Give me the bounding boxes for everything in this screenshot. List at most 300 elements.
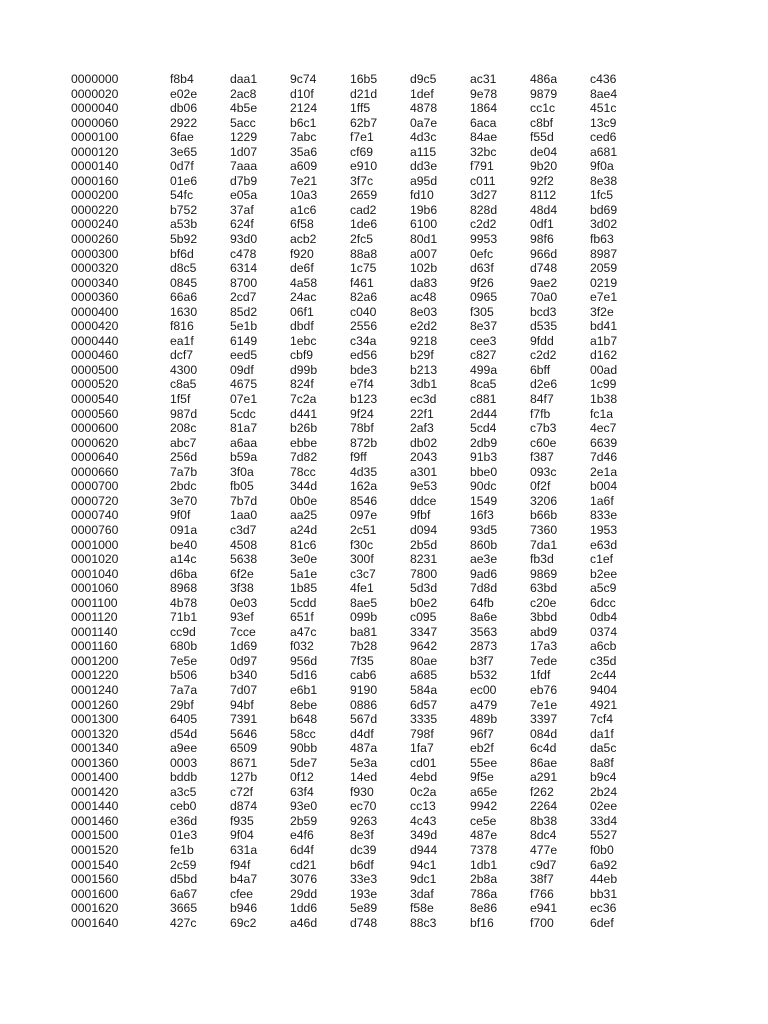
hex-word-cell: 81c6 bbox=[290, 537, 317, 552]
hex-word-cell: 499a bbox=[470, 362, 498, 377]
offset-cell: 0001360 bbox=[71, 755, 119, 770]
hex-word-cell: ea1f bbox=[170, 333, 194, 348]
offset-cell: 0001600 bbox=[71, 886, 119, 901]
hex-dump-row bbox=[71, 799, 630, 814]
offset-cell: 0001500 bbox=[71, 828, 119, 843]
hex-word-cell: c3c7 bbox=[350, 566, 376, 581]
hex-word-cell: 2af3 bbox=[410, 421, 434, 436]
hex-word-cell: d748 bbox=[530, 261, 558, 276]
hex-word-cell: 7d82 bbox=[290, 450, 318, 465]
hex-word-cell: 66a6 bbox=[170, 290, 198, 305]
hex-word-cell: 1d69 bbox=[230, 639, 258, 654]
hex-word-cell: a609 bbox=[290, 159, 318, 174]
hex-word-cell: 93e0 bbox=[290, 799, 318, 814]
hex-word-cell: b648 bbox=[290, 712, 318, 727]
hex-word-cell: 81a7 bbox=[230, 421, 258, 436]
hex-word-cell: 5e3a bbox=[350, 755, 378, 770]
hex-dump-row bbox=[71, 668, 630, 683]
hex-word-cell: 7378 bbox=[470, 842, 498, 857]
hex-word-cell: 2db9 bbox=[470, 435, 498, 450]
offset-cell: 0001420 bbox=[71, 784, 119, 799]
hex-word-cell: 8e38 bbox=[590, 173, 618, 188]
hex-word-cell: b506 bbox=[170, 668, 198, 683]
hex-word-cell: 0db4 bbox=[590, 610, 618, 625]
hex-word-cell: 90bb bbox=[290, 741, 318, 756]
hex-word-cell: d944 bbox=[410, 842, 438, 857]
hex-word-cell: 09df bbox=[230, 362, 254, 377]
hex-word-cell: 2264 bbox=[530, 799, 558, 814]
hex-word-cell: a1b7 bbox=[590, 333, 618, 348]
hex-word-cell: c011 bbox=[470, 173, 496, 188]
hex-dump-row bbox=[71, 901, 630, 916]
hex-word-cell: 37af bbox=[230, 202, 254, 217]
hex-word-cell: 2bdc bbox=[170, 479, 197, 494]
hex-word-cell: f387 bbox=[530, 450, 554, 465]
hex-word-cell: 631a bbox=[230, 842, 258, 857]
hex-word-cell: 4d35 bbox=[350, 464, 378, 479]
hex-word-cell: 17a3 bbox=[530, 639, 558, 654]
hex-dump-row bbox=[71, 596, 630, 611]
hex-word-cell: 9953 bbox=[470, 232, 498, 247]
hex-word-cell: 10a3 bbox=[290, 188, 318, 203]
hex-word-cell: f94f bbox=[230, 857, 251, 872]
hex-word-cell: 256d bbox=[170, 450, 198, 465]
hex-dump-row bbox=[71, 247, 630, 262]
hex-word-cell: abd9 bbox=[530, 624, 558, 639]
hex-word-cell: 01e6 bbox=[170, 173, 198, 188]
hex-word-cell: 0d7f bbox=[170, 159, 194, 174]
hex-word-cell: 0e03 bbox=[230, 595, 258, 610]
hex-word-cell: da1f bbox=[590, 726, 614, 741]
hex-word-cell: a301 bbox=[410, 464, 438, 479]
offset-cell: 0001020 bbox=[71, 552, 119, 567]
hex-word-cell: 84f7 bbox=[530, 392, 554, 407]
hex-word-cell: 1864 bbox=[470, 101, 498, 116]
offset-cell: 0000740 bbox=[71, 508, 119, 523]
offset-cell: 0000700 bbox=[71, 479, 119, 494]
hex-word-cell: 7e21 bbox=[290, 173, 318, 188]
hex-word-cell: 5a1e bbox=[290, 566, 318, 581]
offset-cell: 0001100 bbox=[71, 595, 118, 610]
hex-word-cell: a9ee bbox=[170, 741, 198, 756]
offset-cell: 0000420 bbox=[71, 319, 119, 334]
hex-dump-row bbox=[71, 217, 630, 232]
hex-word-cell: f9ff bbox=[350, 450, 367, 465]
hex-word-cell: 3db1 bbox=[410, 377, 438, 392]
hex-word-cell: 4b78 bbox=[170, 595, 198, 610]
hex-dump-row bbox=[71, 319, 630, 334]
hex-word-cell: d10f bbox=[290, 86, 314, 101]
hex-word-cell: 6405 bbox=[170, 712, 198, 727]
hex-word-cell: c436 bbox=[590, 72, 617, 86]
hex-word-cell: 84ae bbox=[470, 130, 498, 145]
hex-word-cell: 94c1 bbox=[410, 857, 437, 872]
hex-word-cell: 1f5f bbox=[170, 392, 191, 407]
hex-word-cell: 6314 bbox=[230, 261, 258, 276]
hex-word-cell: 48d4 bbox=[530, 202, 558, 217]
hex-word-cell: 1953 bbox=[590, 522, 618, 537]
hex-word-cell: 8546 bbox=[350, 493, 378, 508]
hex-word-cell: e4f6 bbox=[290, 828, 314, 843]
hex-word-cell: 8671 bbox=[230, 755, 258, 770]
hex-dump-row bbox=[71, 363, 630, 378]
hex-word-cell: cfee bbox=[230, 886, 254, 901]
hex-word-cell: 584a bbox=[410, 682, 438, 697]
hex-word-cell: ec36 bbox=[590, 901, 617, 916]
hex-word-cell: 0003 bbox=[170, 755, 198, 770]
hex-dump-row bbox=[71, 305, 630, 320]
hex-word-cell: c35d bbox=[590, 653, 617, 668]
hex-word-cell: 91b3 bbox=[470, 450, 498, 465]
hex-word-cell: 7cf4 bbox=[590, 712, 614, 727]
offset-cell: 0001340 bbox=[71, 741, 119, 756]
hex-word-cell: 63f4 bbox=[290, 784, 314, 799]
hex-dump-row bbox=[71, 552, 630, 567]
hex-word-cell: 7cce bbox=[230, 624, 256, 639]
hex-word-cell: d9c5 bbox=[410, 72, 437, 86]
hex-word-cell: be40 bbox=[170, 537, 198, 552]
hex-word-cell: 0374 bbox=[590, 624, 618, 639]
hex-word-cell: c3d7 bbox=[230, 522, 257, 537]
hex-word-cell: 4c43 bbox=[410, 813, 437, 828]
hex-word-cell: b59a bbox=[230, 450, 258, 465]
hex-word-cell: 93ef bbox=[230, 610, 254, 625]
hex-word-cell: c34a bbox=[350, 333, 377, 348]
hex-word-cell: 55ee bbox=[470, 755, 498, 770]
offset-cell: 0000460 bbox=[71, 348, 119, 363]
hex-word-cell: 6fae bbox=[170, 130, 194, 145]
hex-word-cell: bbe0 bbox=[470, 464, 498, 479]
hex-word-cell: fb05 bbox=[230, 479, 254, 494]
hex-word-cell: 1b38 bbox=[590, 392, 618, 407]
hex-word-cell: 1d07 bbox=[230, 144, 258, 159]
hex-word-cell: d8c5 bbox=[170, 261, 197, 276]
hex-word-cell: 1a6f bbox=[590, 493, 614, 508]
hex-word-cell: 860b bbox=[470, 537, 498, 552]
hex-word-cell: 3335 bbox=[410, 712, 438, 727]
offset-cell: 0000500 bbox=[71, 362, 119, 377]
hex-word-cell: ed56 bbox=[350, 348, 378, 363]
hex-word-cell: 3347 bbox=[410, 624, 438, 639]
hex-word-cell: 7e5e bbox=[170, 653, 198, 668]
hex-word-cell: 93d0 bbox=[230, 232, 258, 247]
hex-word-cell: cc1c bbox=[530, 101, 556, 116]
hex-word-cell: 3d27 bbox=[470, 188, 498, 203]
hex-word-cell: 8b38 bbox=[530, 813, 558, 828]
hex-word-cell: b6c1 bbox=[290, 115, 317, 130]
hex-dump-row bbox=[71, 872, 630, 887]
hex-word-cell: 2b24 bbox=[590, 784, 618, 799]
hex-dump-row bbox=[71, 814, 630, 829]
hex-dump-row bbox=[71, 145, 630, 160]
hex-word-cell: ac31 bbox=[470, 72, 497, 86]
hex-word-cell: 987d bbox=[170, 406, 198, 421]
hex-word-cell: c9d7 bbox=[530, 857, 557, 872]
offset-cell: 0001640 bbox=[71, 915, 119, 930]
hex-word-cell: ae3e bbox=[470, 552, 498, 567]
hex-word-cell: 3f38 bbox=[230, 581, 254, 596]
hex-word-cell: c1ef bbox=[590, 552, 614, 567]
hex-dump-row bbox=[71, 276, 630, 291]
hex-word-cell: 0965 bbox=[470, 290, 498, 305]
hex-word-cell: cab6 bbox=[350, 668, 377, 683]
hex-word-cell: bddb bbox=[170, 770, 198, 785]
hex-word-cell: d99b bbox=[290, 362, 318, 377]
hex-word-cell: 3563 bbox=[470, 624, 498, 639]
hex-dump-row bbox=[71, 843, 630, 858]
hex-word-cell: 85d2 bbox=[230, 304, 258, 319]
hex-word-cell: 208c bbox=[170, 421, 197, 436]
hex-word-cell: bde3 bbox=[350, 362, 378, 377]
hex-word-cell: bf16 bbox=[470, 915, 494, 930]
hex-word-cell: 9ae2 bbox=[530, 275, 558, 290]
offset-cell: 0001320 bbox=[71, 726, 119, 741]
hex-word-cell: a5c9 bbox=[590, 581, 617, 596]
offset-cell: 0001140 bbox=[71, 624, 118, 639]
hex-word-cell: e941 bbox=[530, 901, 558, 916]
hex-word-cell: 1aa0 bbox=[230, 508, 258, 523]
hex-word-cell: 2659 bbox=[350, 188, 378, 203]
hex-word-cell: 0f12 bbox=[290, 770, 314, 785]
offset-cell: 0001220 bbox=[71, 668, 119, 683]
offset-cell: 0000320 bbox=[71, 261, 119, 276]
hex-word-cell: 3f2e bbox=[590, 304, 614, 319]
hex-word-cell: ce5e bbox=[470, 813, 497, 828]
hex-word-cell: 2059 bbox=[590, 261, 618, 276]
hex-word-cell: 8700 bbox=[230, 275, 258, 290]
hex-word-cell: 5b92 bbox=[170, 232, 198, 247]
hex-word-cell: 487a bbox=[350, 741, 378, 756]
offset-cell: 0001000 bbox=[71, 537, 119, 552]
hex-word-cell: 1c75 bbox=[350, 261, 377, 276]
offset-cell: 0000540 bbox=[71, 392, 119, 407]
hex-dump-row bbox=[71, 130, 630, 145]
hex-word-cell: d441 bbox=[290, 406, 318, 421]
hex-word-cell: 4300 bbox=[170, 362, 198, 377]
hex-word-cell: b3f7 bbox=[470, 653, 494, 668]
hex-word-cell: 300f bbox=[350, 552, 374, 567]
hex-word-cell: 4b5e bbox=[230, 101, 258, 116]
hex-word-cell: 2c44 bbox=[590, 668, 617, 683]
hex-dump-row bbox=[71, 101, 630, 116]
hex-word-cell: f7e1 bbox=[350, 130, 374, 145]
hex-word-cell: 193e bbox=[350, 886, 378, 901]
hex-word-cell: b340 bbox=[230, 668, 258, 683]
hex-dump-row bbox=[71, 494, 630, 509]
hex-dump-row bbox=[71, 698, 630, 713]
hex-word-cell: ba81 bbox=[350, 624, 378, 639]
hex-word-cell: 1def bbox=[410, 86, 434, 101]
hex-word-cell: 44eb bbox=[590, 872, 618, 887]
hex-word-cell: 93d5 bbox=[470, 522, 498, 537]
hex-word-cell: c2d2 bbox=[470, 217, 497, 232]
hex-word-cell: 0845 bbox=[170, 275, 198, 290]
offset-cell: 0000340 bbox=[71, 275, 119, 290]
hex-word-cell: 4878 bbox=[410, 101, 438, 116]
hex-word-cell: 2fc5 bbox=[350, 232, 374, 247]
hex-word-cell: 8ca5 bbox=[470, 377, 497, 392]
hex-word-cell: cd01 bbox=[410, 755, 437, 770]
hex-word-cell: 01e3 bbox=[170, 828, 198, 843]
hex-word-cell: 1ff5 bbox=[350, 101, 371, 116]
hex-word-cell: 5cd4 bbox=[470, 421, 497, 436]
hex-word-cell: ec00 bbox=[470, 682, 497, 697]
hex-word-cell: 4508 bbox=[230, 537, 258, 552]
hex-word-cell: 099b bbox=[350, 610, 378, 625]
hex-word-cell: 1c99 bbox=[590, 377, 617, 392]
hex-word-cell: 69c2 bbox=[230, 915, 257, 930]
hex-word-cell: 9fdd bbox=[530, 333, 554, 348]
offset-cell: 0000100 bbox=[71, 130, 119, 145]
hex-word-cell: 2d44 bbox=[470, 406, 498, 421]
hex-word-cell: c60e bbox=[530, 435, 557, 450]
hex-word-cell: f935 bbox=[230, 813, 254, 828]
hex-word-cell: ddce bbox=[410, 493, 437, 508]
hex-word-cell: 02ee bbox=[590, 799, 618, 814]
hex-word-cell: 8e03 bbox=[410, 304, 438, 319]
offset-cell: 0000240 bbox=[71, 217, 119, 232]
hex-word-cell: 489b bbox=[470, 712, 498, 727]
hex-word-cell: 78bf bbox=[350, 421, 374, 436]
hex-dump-row bbox=[71, 858, 630, 873]
hex-dump-row bbox=[71, 479, 630, 494]
hex-word-cell: b9c4 bbox=[590, 770, 617, 785]
hex-word-cell: 7aaa bbox=[230, 159, 258, 174]
hex-word-cell: c2d2 bbox=[530, 348, 557, 363]
hex-word-cell: f305 bbox=[470, 304, 494, 319]
hex-word-cell: d5bd bbox=[170, 872, 198, 887]
hex-word-cell: 7a7a bbox=[170, 682, 198, 697]
hex-word-cell: 8968 bbox=[170, 581, 198, 596]
hex-word-cell: 9f0f bbox=[170, 508, 191, 523]
hex-dump-row bbox=[71, 523, 630, 538]
hex-word-cell: f700 bbox=[530, 915, 554, 930]
hex-word-cell: d874 bbox=[230, 799, 258, 814]
offset-cell: 0000040 bbox=[71, 101, 119, 116]
hex-word-cell: 9879 bbox=[530, 86, 558, 101]
hex-word-cell: 9190 bbox=[350, 682, 378, 697]
hex-word-cell: 0886 bbox=[350, 697, 378, 712]
hex-dump-row bbox=[71, 174, 630, 189]
offset-cell: 0000660 bbox=[71, 464, 119, 479]
hex-word-cell: b123 bbox=[350, 392, 378, 407]
hex-dump-row bbox=[71, 87, 630, 102]
hex-word-cell: 5527 bbox=[590, 828, 618, 843]
offset-cell: 0000000 bbox=[71, 72, 119, 86]
hex-word-cell: 86ae bbox=[530, 755, 558, 770]
hex-word-cell: b0e2 bbox=[410, 595, 438, 610]
hex-dump-row bbox=[71, 392, 630, 407]
hex-word-cell: 00ad bbox=[590, 362, 618, 377]
offset-cell: 0001520 bbox=[71, 842, 119, 857]
hex-word-cell: 8e86 bbox=[470, 901, 498, 916]
hex-word-cell: 7391 bbox=[230, 712, 258, 727]
offset-cell: 0000120 bbox=[71, 144, 119, 159]
hex-word-cell: 9f24 bbox=[350, 406, 374, 421]
offset-cell: 0001620 bbox=[71, 901, 119, 916]
hex-word-cell: 6def bbox=[590, 915, 614, 930]
hex-word-cell: 4d3c bbox=[410, 130, 437, 145]
offset-cell: 0000060 bbox=[71, 115, 119, 130]
hex-dump-row bbox=[71, 232, 630, 247]
hex-word-cell: 9e53 bbox=[410, 479, 438, 494]
offset-cell: 0001120 bbox=[71, 610, 118, 625]
hex-word-cell: 102b bbox=[410, 261, 438, 276]
hex-word-cell: ec3d bbox=[410, 392, 437, 407]
hex-word-cell: 9fbf bbox=[410, 508, 431, 523]
hex-word-cell: 3e65 bbox=[170, 144, 198, 159]
hex-word-cell: 06f1 bbox=[290, 304, 314, 319]
hex-word-cell: 9ad6 bbox=[470, 566, 498, 581]
hex-word-cell: 6149 bbox=[230, 333, 258, 348]
hex-word-cell: 5e89 bbox=[350, 901, 378, 916]
hex-word-cell: 7b7d bbox=[230, 493, 258, 508]
hex-word-cell: 3daf bbox=[410, 886, 434, 901]
hex-word-cell: 1dd6 bbox=[290, 901, 318, 916]
hex-word-cell: 0a7e bbox=[410, 115, 438, 130]
hex-word-cell: 8ebe bbox=[290, 697, 318, 712]
hex-word-cell: 35a6 bbox=[290, 144, 318, 159]
hex-word-cell: 9f26 bbox=[470, 275, 494, 290]
hex-word-cell: 3f7c bbox=[350, 173, 374, 188]
offset-cell: 0000440 bbox=[71, 333, 119, 348]
hex-dump-row bbox=[71, 828, 630, 843]
hex-word-cell: 6a67 bbox=[170, 886, 198, 901]
hex-word-cell: e02e bbox=[170, 86, 198, 101]
hex-word-cell: 2b59 bbox=[290, 813, 318, 828]
hex-word-cell: f30c bbox=[350, 537, 374, 552]
hex-word-cell: 29bf bbox=[170, 697, 194, 712]
hex-word-cell: 0d97 bbox=[230, 653, 258, 668]
hex-word-cell: 0df1 bbox=[530, 217, 554, 232]
hex-word-cell: 33d4 bbox=[590, 813, 618, 828]
hex-word-cell: 80ae bbox=[410, 653, 438, 668]
hex-word-cell: a6cb bbox=[590, 639, 617, 654]
hex-word-cell: 9942 bbox=[470, 799, 498, 814]
hex-dump-row bbox=[71, 348, 630, 363]
hex-word-cell: ac48 bbox=[410, 290, 437, 305]
hex-word-cell: f791 bbox=[470, 159, 494, 174]
hex-word-cell: a1c6 bbox=[290, 202, 317, 217]
hex-word-cell: 3076 bbox=[290, 872, 318, 887]
hex-word-cell: c72f bbox=[230, 784, 254, 799]
hex-word-cell: 6639 bbox=[590, 435, 618, 450]
hex-word-cell: f766 bbox=[530, 886, 554, 901]
hex-word-cell: 71b1 bbox=[170, 610, 198, 625]
hex-word-cell: 82a6 bbox=[350, 290, 378, 305]
hex-word-cell: 3665 bbox=[170, 901, 198, 916]
hex-word-cell: 6f58 bbox=[290, 217, 314, 232]
hex-word-cell: 7360 bbox=[530, 522, 558, 537]
hex-word-cell: 6f2e bbox=[230, 566, 254, 581]
hex-word-cell: daa1 bbox=[230, 72, 258, 86]
hex-word-cell: ceb0 bbox=[170, 799, 197, 814]
hex-dump-row bbox=[71, 654, 630, 669]
hex-word-cell: 349d bbox=[410, 828, 438, 843]
hex-word-cell: d63f bbox=[470, 261, 494, 276]
hex-word-cell: 5638 bbox=[230, 552, 258, 567]
hex-word-cell: de04 bbox=[530, 144, 558, 159]
hex-word-cell: 4ec7 bbox=[590, 421, 617, 436]
hex-word-cell: 24ac bbox=[290, 290, 317, 305]
offset-cell: 0000520 bbox=[71, 377, 119, 392]
hex-word-cell: c095 bbox=[410, 610, 437, 625]
offset-cell: 0000140 bbox=[71, 159, 119, 174]
hex-word-cell: 7e1e bbox=[530, 697, 558, 712]
hex-word-cell: d54d bbox=[170, 726, 198, 741]
hex-word-cell: c827 bbox=[470, 348, 497, 363]
hex-word-cell: 7800 bbox=[410, 566, 438, 581]
